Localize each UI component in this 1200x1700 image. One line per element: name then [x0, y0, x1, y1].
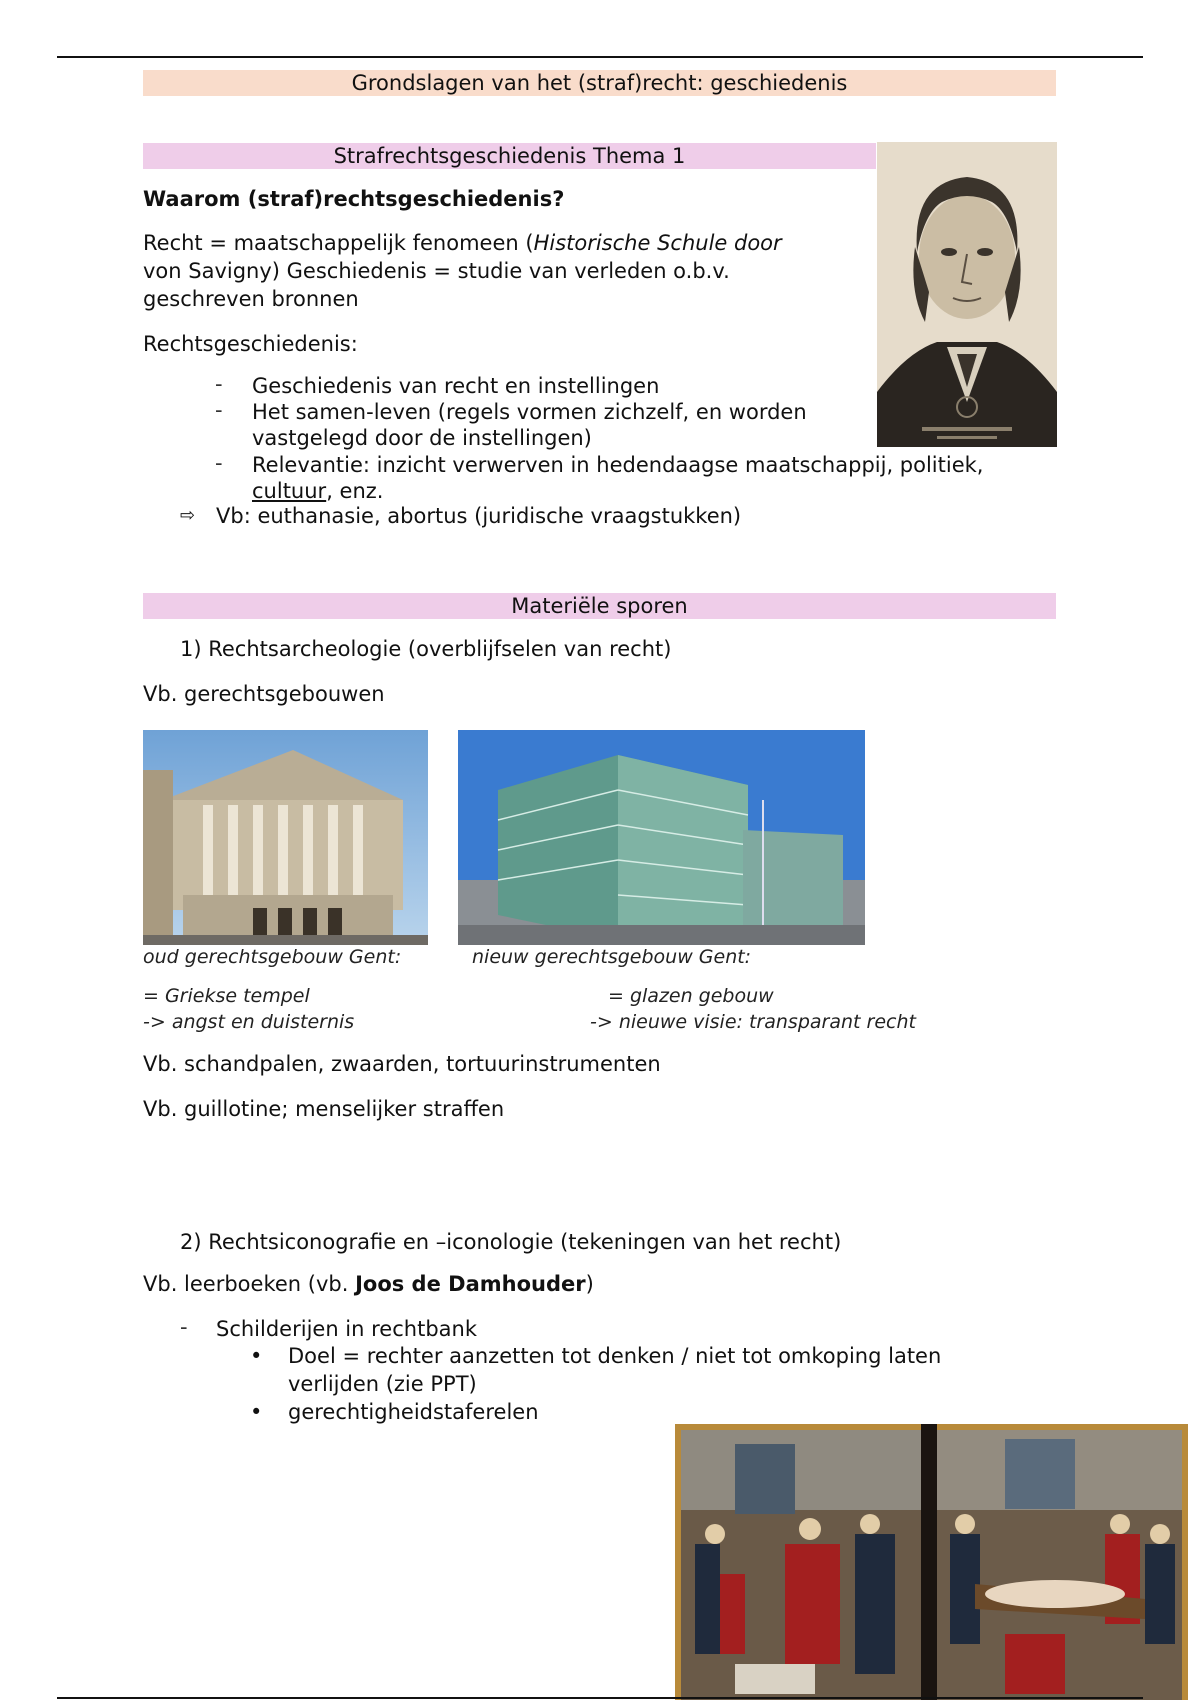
old-note-2: -> angst en duisternis — [143, 1011, 355, 1033]
portrait-engraving — [877, 142, 1057, 447]
section-heading: Waarom (straf)rechtsgeschiedenis? — [143, 187, 565, 211]
sub-list-item-continuation: verlijden (zie PPT) — [288, 1372, 477, 1396]
round-bullet-icon: • — [250, 1344, 263, 1368]
paragraph-line-2: von Savigny) Geschiedenis = studie van verleden o.b.v. — [143, 259, 730, 283]
list-item-continuation — [252, 477, 383, 505]
numbered-item-1: 1) Rechtsarcheologie (overblijfselen van recht) — [180, 637, 672, 661]
underlined-word: cultuur — [252, 479, 327, 503]
sub-list-item: gerechtigheidstaferelen — [288, 1400, 539, 1424]
old-courthouse-photo — [143, 730, 428, 945]
example-line: Vb. schandpalen, zwaarden, tortuurinstrumenten — [143, 1052, 661, 1076]
caption-new-courthouse: nieuw gerechtsgebouw Gent: — [472, 946, 752, 968]
list-item: Relevantie: inzicht verwerven in hedendaagse maatschappij, politiek, — [252, 453, 984, 477]
sub-list-item: Doel = rechter aanzetten tot denken / niet tot omkoping laten — [288, 1344, 942, 1368]
bottom-rule — [57, 1697, 1143, 1699]
page-title: Grondslagen van het (straf)recht: geschiedenis — [143, 70, 1056, 96]
outline-right-arrow-icon: ⇨ — [180, 505, 196, 526]
new-courthouse-photo — [458, 730, 865, 945]
list-item-continuation: vastgelegd door de instellingen) — [252, 426, 592, 450]
example-line — [143, 1270, 594, 1298]
paragraph-line-3: geschreven bronnen — [143, 287, 359, 311]
new-note-1: = glazen gebouw — [608, 985, 774, 1007]
list-marker: - — [215, 451, 223, 475]
old-note-1: = Griekse tempel — [143, 985, 310, 1007]
numbered-item-2: 2) Rechtsiconografie en –iconologie (tekeningen van het recht) — [180, 1230, 842, 1254]
painting-diptych — [675, 1424, 1188, 1700]
author-name: Joos de Damhouder — [355, 1272, 586, 1296]
example-text: Vb. leerboeken (vb. — [143, 1272, 356, 1296]
list-label: Rechtsgeschiedenis: — [143, 332, 358, 356]
new-note-2: -> nieuwe visie: transparant recht — [590, 1011, 916, 1033]
list-item-rest: , enz. — [326, 479, 384, 503]
section-bar-materiele-sporen: Materiële sporen — [143, 593, 1056, 619]
list-item: Schilderijen in rechtbank — [216, 1317, 477, 1341]
paragraph-line-1 — [143, 229, 782, 257]
round-bullet-icon: • — [250, 1400, 263, 1424]
list-marker: - — [180, 1315, 188, 1339]
paragraph-italic: Historische Schule door — [533, 231, 782, 255]
example-line: Vb. guillotine; menselijker straffen — [143, 1097, 505, 1121]
caption-old-courthouse: oud gerechtsgebouw Gent: — [143, 946, 402, 968]
example-line: Vb. gerechtsgebouwen — [143, 682, 385, 706]
list-item: Het samen-leven (regels vormen zichzelf, en worden — [252, 400, 807, 424]
arrow-note: Vb: euthanasie, abortus (juridische vraagstukken) — [216, 504, 742, 528]
paragraph-text: Recht = maatschappelijk fenomeen ( — [143, 231, 534, 255]
top-rule — [57, 56, 1143, 58]
section-bar-thema1: Strafrechtsgeschiedenis Thema 1 — [143, 143, 876, 169]
example-text-end: ) — [585, 1272, 594, 1296]
list-marker: - — [215, 398, 223, 422]
list-marker: - — [215, 372, 223, 396]
list-item: Geschiedenis van recht en instellingen — [252, 374, 660, 398]
